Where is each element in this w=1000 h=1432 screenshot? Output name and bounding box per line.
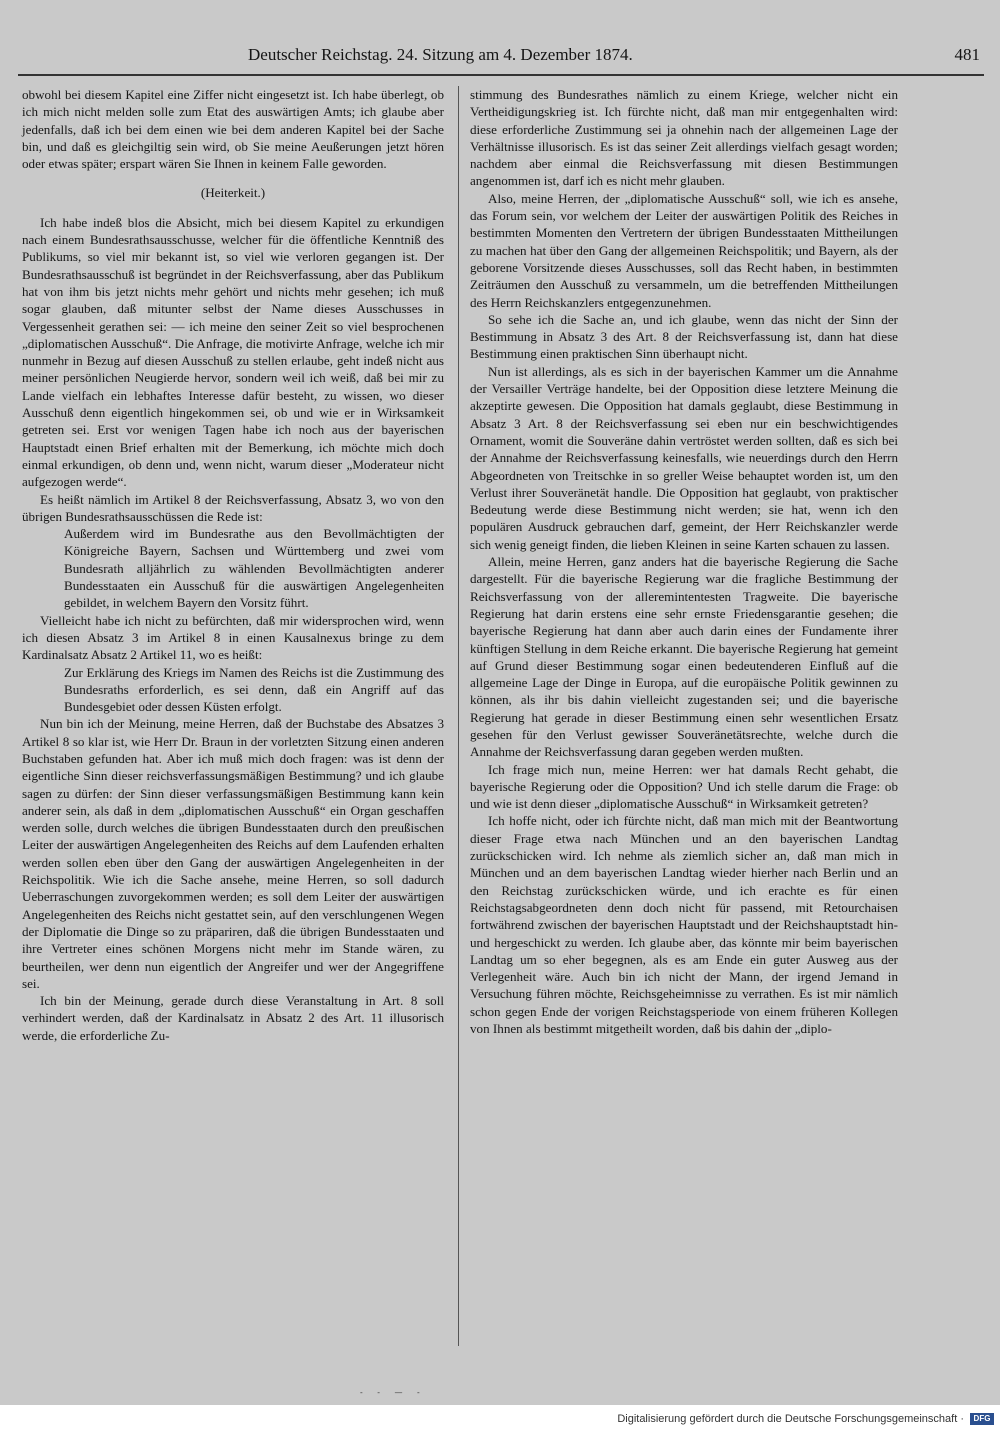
- running-title: Deutscher Reichstag. 24. Sitzung am 4. Dezember 1874.: [248, 45, 633, 64]
- paragraph: Also, meine Herren, der „diplomatische Ausschuß“ soll, wie ich es ansehe, das Forum sein, vor welchem der Leiter der auswärtigen Politik des Reiches in bestimmten Momenten den Vertretern der übrigen Bundesstaaten Mittheilungen zu machen hat über den Gang der allgemeinen Reichspolitik; und Bayern, als der geborene Vorsitzende dieses Ausschusses, soll das Recht haben, in bestimmten Zeiträumen den Ausschuß zu versammeln, um die betreffenden Mittheilungen des Herrn Reichskanzlers entgegenzunehmen.: [470, 190, 898, 310]
- paragraph: Nun bin ich der Meinung, meine Herren, daß der Buchstabe des Absatzes 3 Artikel 8 so klar ist, wie Herr Dr. Braun in der vorletzten Sitzung einen anderen Buchstaben gefunden hat. Aber ich muß mich doch fragen: was ist denn der eigentliche Sinn dieser reichsverfassungsmäßigen Bestimmung? und ich glaube sagen zu dürfen: der Sinn dieser verfassungsmäßigen Bestimmung kann kein anderer sein, als daß in dem „diplomatischen Ausschuß“ ein Organ geschaffen werden solle, durch welches die übrigen Bundesstaaten durch den preußischen Leiter der auswärtigen Angelegenheiten des Reichs auf dem Laufenden erhalten werden sollen eben über den Gang der auswärtigen Angelegenheiten in der Reichspolitik. Wie ich die Sache ansehe, meine Herren, so soll dadurch Ueberraschungen zuvorgekommen werden; es soll dem Leiter der auswärtigen Angelegenheiten des Reichs nicht gestattet sein, auf den verschlungenen Wegen der Diplomatie die Dinge so zu präpariren, daß die übrigen Bundesstaaten und ihre Vertreter eines schönen Morgens nicht mehr im Stande wären, zu beurtheilen, wer denn nun eigentlich der Angreifer und wer der Angegriffene sei.: [22, 716, 444, 991]
- paragraph: So sehe ich die Sache an, und ich glaube, wenn das nicht der Sinn der Bestimmung in Absatz 3 des Art. 8 der Reichsverfassung ist, dann hat diese Bestimmung einen praktischen Sinn überhaupt nicht.: [470, 311, 898, 362]
- paragraph: stimmung des Bundesrathes nämlich zu einem Kriege, welcher nicht ein Vertheidigungskrieg ist. Ich fürchte nicht, daß man mir entgegenhalten wird: diese erforderliche Zustimmung sei ja ohnehin nach der allgemeinen Lage der Verhältnisse illusorisch. Es ist das seiner Zeit allerdings vielfach gesagt worden; nachdem aber einmal die Reichsverfassung mit diesen Bestimmungen angenommen ist, darf ich es nicht mehr glauben.: [470, 87, 898, 189]
- paragraph: Nun ist allerdings, als es sich in der bayerischen Kammer um die Annahme der Versailler Verträge handelte, bei der Opposition diese letztere Meinung die akzeptirte gewesen. Die Opposition hat damals geglaubt, diese Bestimmung in Absatz 3 Art. 8 der Reichsverfassung sei eben nur ein beschwichtigendes Ornament, womit die Souveräne dahin vertröstet werden sollten, daß es sich bei der Annahme der Reichsverfassung keinesfalls, wie neuerdings durch den Herrn Abgeordneten von Treitschke in so greller Weise behauptet worden ist, um den Verlust ihrer Souveränetät handle. Die Opposition hat geglaubt, von praktischer Bedeutung werde diese Bestimmung nicht werden; sie hat, wenn ich den populären Ausdruck gebrauchen darf, gemeint, der Herr Reichskanzler werde sich wenig geneigt finden, die lieben Kleinen in seine Karten schauen zu lassen.: [470, 363, 898, 552]
- page-number: 481: [954, 45, 980, 64]
- footer-credit: Digitalisierung gefördert durch die Deutsche Forschungsgemeinschaft ·: [617, 1413, 964, 1425]
- paragraph: Ich frage mich nun, meine Herren: wer hat damals Recht gehabt, die bayerische Regierung oder die Opposition? Und ich stelle darum die Frage: ob und wie ist denn dieser „diplomatische Ausschuß“ in Wirksamkeit getreten?: [470, 761, 898, 812]
- paragraph: Allein, meine Herren, ganz anders hat die bayerische Regierung die Sache dargestellt. Für die bayerische Regierung war die fragliche Bestimmung der Reichsverfassung von der alleremintentesten Tragweite. Die bayerische Regierung hat darin erstens eine sehr ernste Friedensgarantie gesehen; die bayerische Regierung hat dann aber auch darin eines der Fundamente ihrer künftigen Stellung in dem Reiche erkannt. Die bayerische Regierung hat gemeint auf Grund dieser Bestimmung sogar einen bedeutenderen Einfluß auf die allgemeine Lage der Dinge in Europa, auf die europäische Politik gewinnen zu können, als ihr bis dahin vielleicht zugestanden sei; und die bayerische Regierung hat gerade in dieser Bestimmung einen sehr wesentlichen Ersatz gesehen für den Verlust gewisser Souveränetätsrechte, welche durch die Annahme der Reichsverfassung daran gegeben werden mußten.: [470, 554, 898, 760]
- print-marks: - - — -: [360, 1388, 426, 1397]
- page-header: [18, 40, 984, 70]
- paragraph: Vielleicht habe ich nicht zu befürchten, daß mir widersprochen wird, wenn ich diesen Absatz 3 im Artikel 8 in einen Kausalnexus bringe zu dem Kardinalsatz Absatz 2 Artikel 11, wo es heißt:: [22, 612, 444, 663]
- paragraph: Es heißt nämlich im Artikel 8 der Reichsverfassung, Absatz 3, wo von den übrigen Bundesrathsausschüssen die Rede ist:: [22, 491, 444, 524]
- quoted-article-11: Zur Erklärung des Kriegs im Namen des Reichs ist die Zustimmung des Bundesraths erforderlich, es sei denn, daß ein Angriff auf das Bundesgebiet oder dessen Küsten erfolgt.: [64, 664, 444, 715]
- right-column: [470, 86, 898, 1037]
- paragraph: obwohl bei diesem Kapitel eine Ziffer nicht eingesetzt ist. Ich habe überlegt, ob ich mich nicht melden solle zum Etat des auswärtigen Amts; ich glaube aber jedenfalls, daß ich bei dem einen wie bei dem anderen Kapitel bei der Sache bin, und daß es gleichgiltig sein wird, ob Sie meine Aeußerungen jetzt hören oder etwas später; erspart wären Sie Ihnen in keinem Falle geworden.: [22, 87, 444, 172]
- paragraph: Ich bin der Meinung, gerade durch diese Veranstaltung in Art. 8 soll verhindert werden, daß der Kardinalsatz in Absatz 2 des Art. 11 illusorisch werde, die erforderliche Zu-: [22, 993, 444, 1043]
- paragraph: Ich habe indeß blos die Absicht, mich bei diesem Kapitel zu erkundigen nach einem Bundesrathsausschusse, welcher für die öffentliche Kenntniß des Publikums, so viel mir bekannt ist, so viel wie verloren gegangen ist. Der Bundesrathsausschuß ist begründet in der Reichsverfassung, aber das Publikum hat von ihm bis jetzt nichts mehr gehört und nichts mehr gesehen; ich muß sogar glauben, daß mitunter selbst der Name dieses Ausschusses in Vergessenheit gerathen sei: — ich meine den seiner Zeit so viel besprochenen „diplomatischen Ausschuß“. Die Anfrage, die motivirte Anfrage, welche ich mir nunmehr in Bezug auf diesen Ausschuß zu stellen erlaube, geht indeß nicht aus meiner persönlichen Neugierde hervor, sondern weil ich weiß, daß bei mir zu Lande vielfach ein lebhaftes Interesse dafür besteht, zu wissen, wo dieser Ausschuß denn eigentlich hingekommen sei, ob und wie er in Wirksamkeit getreten sei. Erst vor wenigen Tagen habe ich noch aus der bayerischen Hauptstadt einen Brief erhalten mit der Bemerkung, ich möchte mich doch einmal erkundigen, ob denn und, wenn nicht, warum dieser „Moderateur nicht aufgezogen werde“.: [22, 214, 444, 490]
- paragraph: Ich hoffe nicht, oder ich fürchte nicht, daß man mich mit der Beantwortung dieser Frage etwa nach München und an den bayerischen Landtag zurückschicken wird. Ich nehme als ziemlich sicher an, daß man mich in München und an dem bayerischen Landtag wieder hierher nach Berlin und an den Reichstag zurückschicken würde, und ich erachte es für einen Reichstagsabgeordneten denn doch nicht für passend, mit Retourchaisen fortwährend zwischen der bayerischen Hauptstadt und der Reichshauptstadt hin- und hergeschickt zu werden. Ich glaube aber, das könnte mir beim bayerischen Landtag um so eher begegnen, als es am Ende ein guter Ausweg aus der Verlegenheit wäre. Auch bin ich nicht der Mann, der irgend Jemand in Versuchung führen möchte, Reichsgeheimnisse zu verrathen. Es ist mir nämlich schon gegen Ende der vorigen Reichstagsperiode von einem früheren Kollegen von Ihnen als bestimmt mitgetheilt worden, daß bis dahin der „diplo-: [470, 813, 898, 1037]
- header-rule: [18, 74, 984, 76]
- interjection-heiterkeit: (Heiterkeit.): [200, 185, 266, 201]
- digitization-footer: [0, 1405, 1000, 1432]
- dfg-logo: DFG: [970, 1413, 994, 1425]
- left-column: [22, 86, 444, 1044]
- quoted-article-8: Außerdem wird im Bundesrathe aus den Bevollmächtigten der Königreiche Bayern, Sachsen und Württemberg und zwei vom Bundesrath alljährlich zu wählenden Bevollmächtigten anderer Bundesstaaten ein Ausschuß für die auswärtigen Angelegenheiten gebildet, in welchem Bayern den Vorsitz führt.: [64, 526, 444, 611]
- column-divider: [458, 86, 459, 1346]
